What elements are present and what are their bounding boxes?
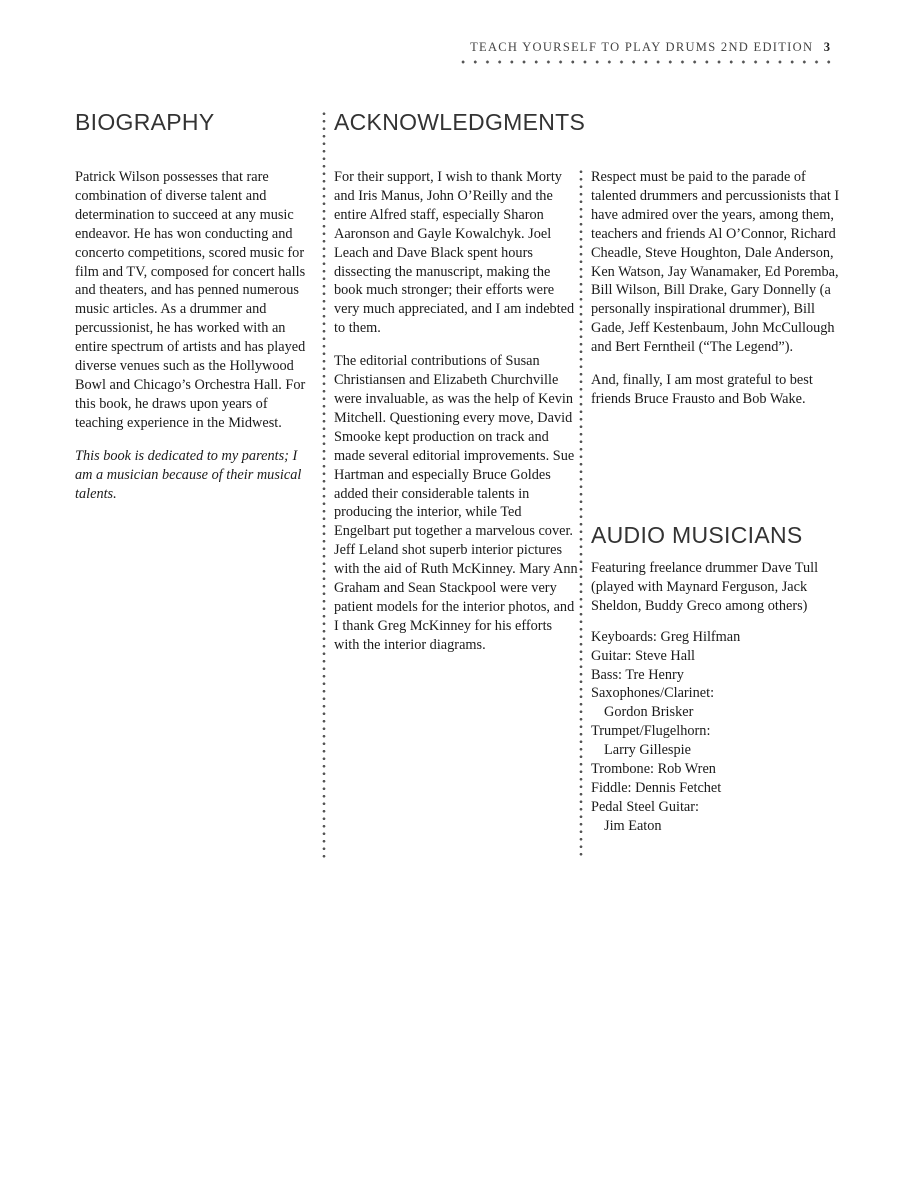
column-divider-left xyxy=(321,110,327,858)
credit-role: Trombone: xyxy=(591,761,655,778)
credit-name: Larry Gillespie xyxy=(604,742,691,759)
biography-body: Patrick Wilson possesses that rare combination of diverse talent and determination to succeed at any music endeavor. He has won conducting and concerto competitions, scored music for film and TV, composed for concert halls and theaters, and has penned numerous music articles. As a drummer and percussionist, he has worked with an entire spectrum of artists and has played diverse venues such as the Hollywood Bowl and Chicago’s Orchestra Hall. For this book, he draws upon years of teaching experience in the Midwest. xyxy=(75,169,306,431)
acknowledgments-column-continued xyxy=(591,168,841,423)
credit-name: Gordon Brisker xyxy=(604,704,694,721)
credit-item xyxy=(591,779,841,798)
credit-role: Bass: xyxy=(591,666,622,683)
credit-item xyxy=(591,628,841,647)
credit-name: Jim Eaton xyxy=(604,817,662,834)
credit-role: Saxophones/Clarinet: xyxy=(591,685,715,702)
biography-column xyxy=(75,168,315,517)
page-number: 3 xyxy=(823,40,830,54)
credit-item xyxy=(591,722,841,760)
credit-item xyxy=(591,684,841,722)
dedication-text: This book is dedicated to my parents; I am a musician because of their musical talents. xyxy=(75,447,302,502)
credit-item xyxy=(591,647,841,666)
credit-name: Rob Wren xyxy=(657,761,716,778)
audio-musicians-intro: Featuring freelance drummer Dave Tull (played with Maynard Ferguson, Jack Sheldon, Buddy Greco among others) xyxy=(591,560,819,614)
credit-role: Fiddle: xyxy=(591,779,632,796)
credit-item xyxy=(591,760,841,779)
audio-musicians-heading: AUDIO MUSICIANS xyxy=(591,522,803,548)
biography-heading: BIOGRAPHY xyxy=(75,109,215,135)
musician-credit-list xyxy=(591,628,841,836)
audio-musicians-section xyxy=(591,559,841,836)
credit-name: Dennis Fetchet xyxy=(635,779,722,796)
acknowledgments-paragraph-2: The editorial contributions of Susan Christiansen and Elizabeth Churchville were invaluable, as was the help of Kevin Mitchell. Questioning every move, David Smooke kept production on track and made several editorial improvements. Sue Hartman and especially Bruce Goldes added their considerable talents in producing the interior, while Ted Engelbart put together a marvelous cover. Jeff Leland shot superb interior pictures with the aid of Ruth McKinney. Mary Ann Graham and Sean Stackpool were very patient models for the interior photos, and I thank Greg McKinney for his efforts with the interior diagrams. xyxy=(334,353,578,653)
credit-item xyxy=(591,666,841,685)
header-dotted-rule xyxy=(457,58,834,68)
credit-role: Keyboards: xyxy=(591,628,657,645)
acknowledgments-column xyxy=(334,168,579,669)
running-header xyxy=(470,40,830,55)
acknowledgments-paragraph-4: And, finally, I am most grateful to best friends Bruce Frausto and Bob Wake. xyxy=(591,372,813,407)
credit-role: Pedal Steel Guitar: xyxy=(591,798,699,815)
acknowledgments-paragraph-1: For their support, I wish to thank Morty and Iris Manus, John O’Reilly and the entire Alfred staff, especially Sharon Aaronson and Gayle Kowalchyk. Joel Leach and Dave Black spent hours dissecting the manuscript, making the book much stronger; their efforts were very much appreciated, and I am indebted to them. xyxy=(334,169,575,337)
credit-item xyxy=(591,798,841,836)
credit-name: Greg Hilfman xyxy=(660,628,741,645)
credit-name: Steve Hall xyxy=(635,647,696,664)
credit-role: Trumpet/Flugelhorn: xyxy=(591,723,711,740)
acknowledgments-heading: ACKNOWLEDGMENTS xyxy=(334,109,586,135)
credit-name: Tre Henry xyxy=(625,666,684,683)
running-title: TEACH YOURSELF TO PLAY DRUMS 2ND EDITION xyxy=(470,40,814,54)
acknowledgments-paragraph-3: Respect must be paid to the parade of talented drummers and percussionists that I have admired over the years, among them, teachers and friends Al O’Connor, Richard Cheadle, Steve Houghton, Dale Anderson, Ken Watson, Jay Wanamaker, Ed Poremba, Bill Wilson, Bill Drake, Gary Donnelly (a personally inspirational drummer), Bill Gade, Jeff Kestenbaum, John McCullough and Bert Ferntheil (“The Legend”). xyxy=(591,169,840,356)
credit-role: Guitar: xyxy=(591,647,632,664)
